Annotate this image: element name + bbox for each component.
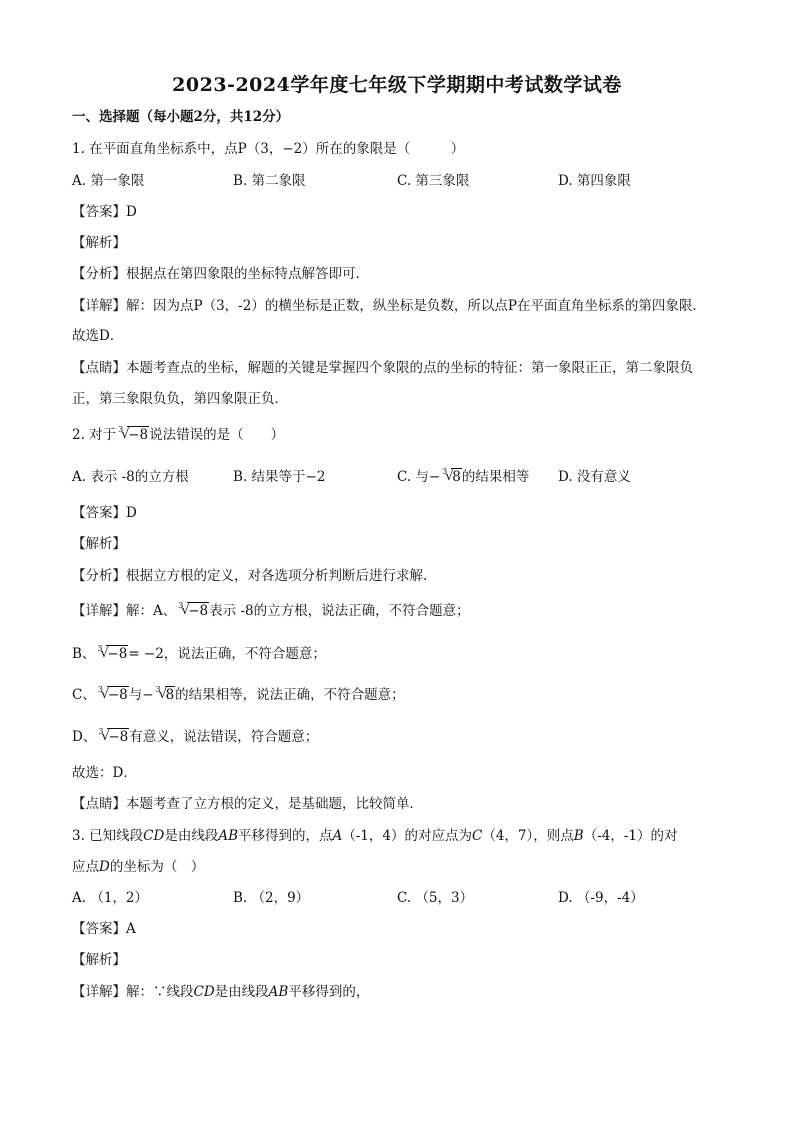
q2-stem [72,426,284,444]
section-heading: 一、选择题（每小题2分，共12分） [72,109,290,125]
q3-option-a: A. （1，2） [72,890,149,906]
q2-choice: 故选：D． [72,765,137,781]
q3-stem-2: 应点D的坐标为（ ） [72,859,205,875]
q2-option-b: B. 结果等于−2 [233,469,326,485]
q2-analysis: 【分析】根据立方根的定义，对各选项分析判断后进行求解. [72,568,428,584]
q2-detail-a: 【详解】解：A、 3 √ −8表示 -8的立方根，说法正确，不符合题意； [72,602,470,620]
cube-root-neg8: 3 √ −8 [98,686,129,704]
q3-option-c: C. （5，3） [397,890,474,906]
q1-option-b: B. 第二象限 [233,173,306,189]
page-title: 2023-2024学年度七年级下学期期中考试数学试卷 [172,74,622,96]
q1-option-d: D. 第四象限 [558,173,631,189]
cube-root-8: 3 √ 8 [156,686,176,704]
q1-jiexi: 【解析】 [72,235,126,251]
q1-stem: 1. 在平面直角坐标系中，点P（3，−2）所在的象限是（ ） [72,141,465,157]
q3-answer: 【答案】A [72,921,136,937]
q1-comment-2: 正，第三象限负负，第四象限正负． [72,391,288,407]
q3-detail: 【详解】解：∵线段CD是由线段AB平移得到的， [72,984,370,1000]
q3-stem-1: 3. 已知线段CD是由线段AB平移得到的，点A（-1，4）的对应点为C（4，7），则点B（-4，-1）的对 [72,828,678,844]
cube-root-8: 3 √ 8 [442,468,462,486]
q2-option-a: A. 表示 -8的立方根 [72,469,189,485]
q1-choice: 故选D． [72,328,124,344]
q1-option-a: A. 第一象限 [72,173,145,189]
q2-detail-b: B、 3 √ −8= −2，说法正确，不符合题意； [72,645,326,663]
q2-option-d: D. 没有意义 [558,469,631,485]
q1-detail: 【详解】解：因为点P（3，-2）的横坐标是正数，纵坐标是负数，所以点P在平面直角坐标系的第四象限． [72,298,706,314]
q3-option-d: D. （-9，-4） [558,890,644,906]
q2-answer: 【答案】D [72,505,137,521]
q1-option-c: C. 第三象限 [397,173,470,189]
q3-option-b: B. （2，9） [233,890,310,906]
cube-root-neg8: 3 √ −8 [178,602,209,620]
q1-comment-1: 【点睛】本题考查点的坐标，解题的关键是掌握四个象限的点的坐标的特征：第一象限正正，第二象限负 [72,360,693,376]
q2-detail-d: D、 3 √ −8有意义，说法错误，符合题意； [72,728,318,746]
q2-option-c: C. 与− 3 √ 8的结果相等 [397,468,529,486]
q2-comment: 【点睛】本题考查了立方根的定义，是基础题，比较简单． [72,796,423,812]
cube-root-neg8: 3 √ −8 [97,645,128,663]
q1-analysis: 【分析】根据点在第四象限的坐标特点解答即可． [72,266,369,282]
cube-root-neg8: 3 √ −8 [98,728,129,746]
q3-jiexi: 【解析】 [72,952,126,968]
q2-jiexi: 【解析】 [72,536,126,552]
q1-answer: 【答案】D [72,204,137,220]
q2-detail-c: C、 3 √ −8与− 3 √ 8的结果相等，说法正确，不符合题意； [72,686,405,704]
cube-root-neg8: 3 √ −8 [118,426,149,444]
q2-stem-prefix: 2. 对于 [72,427,117,443]
q2-stem-suffix: 说法错误的是（ ） [149,427,285,443]
